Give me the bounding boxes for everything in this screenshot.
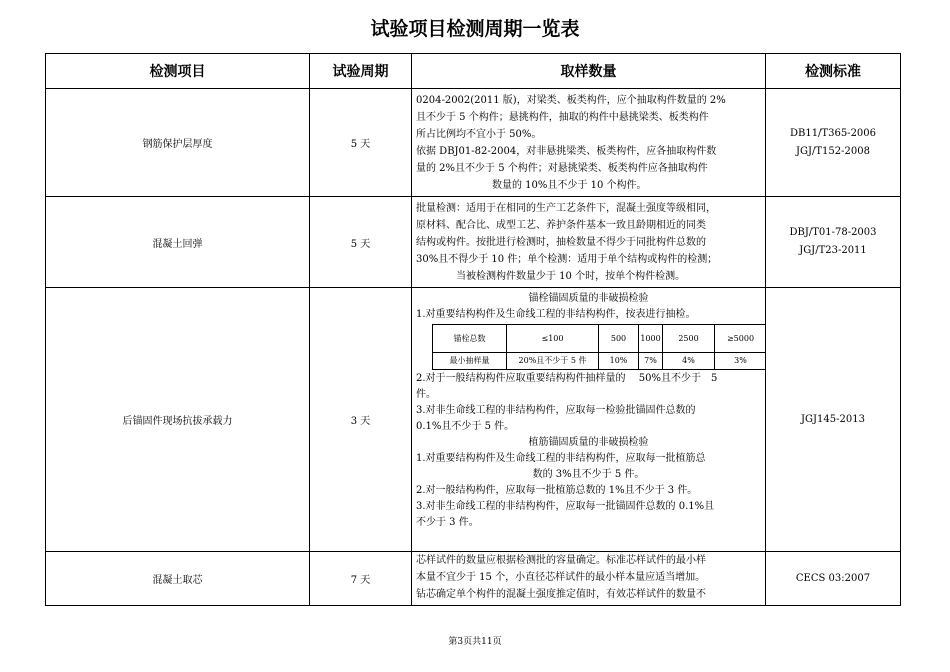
standard-cell [766, 89, 901, 197]
text-line: 钻芯确定单个构件的混凝土强度推定值时，有效芯样试件的数量不 [416, 589, 706, 600]
sub-table-cell: 4% [663, 353, 715, 370]
header-period: 试验周期 [310, 54, 412, 89]
standard-code: JGJ/T23-2011 [799, 245, 867, 256]
period-cell: 5 天 [310, 89, 412, 197]
sub-table-row [433, 353, 766, 370]
sub-table-cell: 3% [715, 353, 766, 370]
text-line: 件。 [416, 389, 436, 400]
standard-cell [766, 197, 901, 288]
text-line: 所占比例均不宜小于 50%。 [416, 129, 542, 140]
sample-cell [412, 89, 766, 197]
text-line: 不少于 3 件。 [416, 517, 479, 528]
text-line: 芯样试件的数量应根据检测批的容量确定。标准芯样试件的最小样 [416, 555, 706, 566]
text-line: 本量不宜少于 15 个，小直径芯样试件的最小样本量应适当增加。 [416, 572, 706, 583]
standard-code: DB11/T365-2006 [789, 127, 877, 139]
inspection-cycle-table [45, 53, 901, 606]
sample-cell [412, 288, 766, 552]
text-line: 1.对重要结构构件及生命线工程的非结构构件，按表进行抽检。 [416, 309, 696, 320]
period-cell: 5 天 [310, 197, 412, 288]
page-footer: 第3页共11页 [448, 637, 502, 647]
anchor-section-title: 锚栓锚固质量的非破损检验 [528, 293, 649, 304]
sub-table-cell: 7% [639, 353, 663, 370]
item-cell: 后锚固件现场抗拔承载力 [46, 288, 310, 552]
text-line: 依据 DBJ01-82-2004，对非悬挑梁类、板类构件，应各抽取构件数 [416, 146, 717, 157]
anchor-sampling-table [432, 324, 766, 370]
sub-table-cell: 2500 [663, 325, 715, 353]
sub-table-header-row [433, 325, 766, 353]
text-line: 数的 3%且不少于 5 件。 [532, 469, 645, 480]
table-row [46, 89, 901, 197]
text-line: 1.对重要结构构件及生命线工程的非结构构件，应取每一批植筋总 [416, 453, 706, 464]
text-line: 数量的 10%且不少于 10 个构件。 [492, 180, 647, 191]
text-line: 当被检测构件数量少于 10 个时，按单个构件检测。 [456, 271, 686, 282]
header-item: 检测项目 [46, 54, 310, 89]
header-standard: 检测标准 [766, 54, 901, 89]
sample-cell [412, 197, 766, 288]
text-line: 3.对非生命线工程的非结构构件，应取每一批锚固件总数的 0.1%且 [416, 501, 715, 512]
text-line: 30%且不得少于 10 件；单个检测：适用于单个结构或构件的检测； [416, 254, 718, 265]
sub-table-cell: 20%且不少于 5 件 [507, 353, 599, 370]
sub-table-cell: 锚栓总数 [433, 325, 507, 353]
table-row [46, 288, 901, 552]
item-cell: 钢筋保护层厚度 [46, 89, 310, 197]
table-row [46, 197, 901, 288]
text-line: 批量检测：适用于在相同的生产工艺条件下，混凝土强度等级相同， [416, 203, 716, 214]
period-cell: 7 天 [310, 552, 412, 606]
sub-table-cell: 1000 [639, 325, 663, 353]
text-line: 2.对一般结构构件，应取每一批植筋总数的 1%且不少于 3 件。 [416, 485, 698, 496]
standard-code: CECS 03:2007 [795, 572, 871, 584]
sub-table-cell: 最小抽样量 [433, 353, 507, 370]
text-line: 3.对非生命线工程的非结构构件，应取每一检验批锚固件总数的 [416, 405, 696, 416]
text-line: 0.1%且不少于 5 件。 [416, 421, 515, 432]
text-line: 且不少于 5 个构件；悬挑构件，抽取的构件中悬挑梁类、板类构件 [416, 112, 709, 123]
sub-table-cell: 500 [599, 325, 639, 353]
standard-code: JGJ145-2013 [801, 413, 865, 425]
standard-cell [766, 552, 901, 606]
item-cell: 混凝土回弹 [46, 197, 310, 288]
header-sample-quantity: 取样数量 [412, 54, 766, 89]
sub-table-cell: 10% [599, 353, 639, 370]
text-line: 结构或构件。按批进行检测时，抽检数量不得少于同批构件总数的 [416, 237, 706, 248]
table-row [46, 552, 901, 606]
rebar-section-title: 植筋锚固质量的非破损检验 [528, 437, 649, 448]
sub-table-cell: ≤100 [507, 325, 599, 353]
standard-code: DBJ/T01-78-2003 [789, 227, 877, 238]
standard-code: JGJ/T152-2008 [796, 145, 870, 157]
text-line: 原材料、配合比、成型工艺、养护条件基本一致且龄期相近的同类 [416, 220, 706, 231]
standard-cell [766, 288, 901, 552]
item-cell: 混凝土取芯 [46, 552, 310, 606]
table-header-row [46, 54, 901, 89]
text-line: 0204-2002(2011 版)，对梁类、板类构件，应个抽取构件数量的 2% [416, 95, 726, 106]
text-line: 2.对于一般结构构件应取重要结构构件抽样量的 50%且不少于 5 [416, 373, 718, 384]
text-line: 量的 2%且不少于 5 个构件；对悬挑梁类、板类构件应各抽取构件 [416, 163, 708, 174]
period-cell: 3 天 [310, 288, 412, 552]
sub-table-cell: ≥5000 [715, 325, 766, 353]
page-title: 试验项目检测周期一览表 [370, 18, 580, 40]
sample-cell [412, 552, 766, 606]
